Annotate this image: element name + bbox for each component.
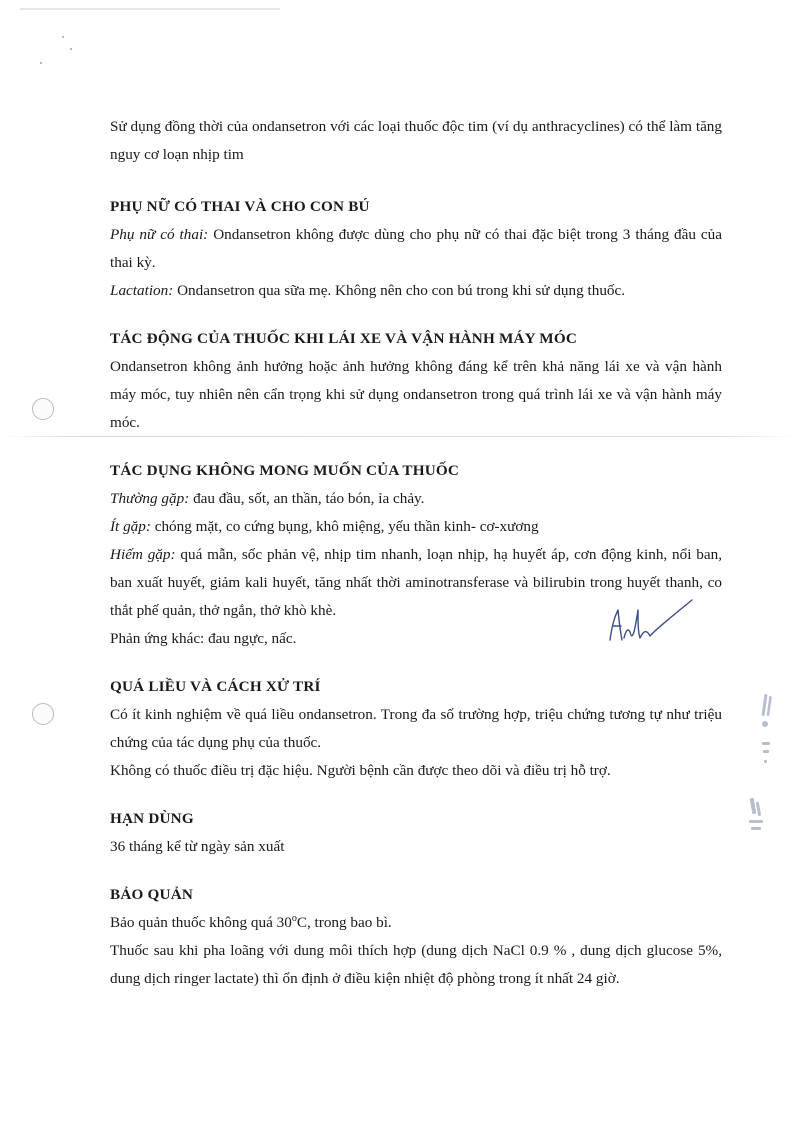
common-text: đau đầu, sốt, an thần, táo bón, ỉa chảy. (189, 490, 425, 507)
shelf-life-paragraph: 36 tháng kể từ ngày sản xuất (110, 838, 285, 855)
side-stamp-mark (737, 690, 777, 840)
pregnancy-section (110, 193, 722, 305)
scan-speck (70, 48, 72, 50)
uncommon-effects-paragraph (110, 513, 722, 541)
overdose-section (110, 673, 722, 785)
punch-hole (32, 398, 54, 420)
storage-paragraph-2: Thuốc sau khi pha loãng với dung môi thích hợp (dung dịch NaCl 0.9 % , dung dịch glucose 5%, dung dịch ringer lactate) thì ổn định ở điều kiện nhiệt độ phòng trong ít nhất 24 giờ. (110, 942, 722, 987)
lactation-label: Lactation: (110, 282, 174, 299)
storage-temp-pre: Bảo quản thuốc không quá 30 (110, 914, 292, 931)
pregnancy-text: Ondansetron không được dùng cho phụ nữ có thai đặc biệt trong 3 tháng đầu của thai kỳ. (110, 226, 722, 271)
storage-section (110, 881, 722, 993)
signature-icon (600, 596, 700, 646)
pregnancy-paragraph (110, 221, 722, 277)
driving-section (110, 325, 722, 437)
side-effects-heading: TÁC DỤNG KHÔNG MONG MUỐN CỦA THUỐC (110, 462, 460, 479)
storage-paragraph-1 (110, 909, 722, 937)
overdose-heading: QUÁ LIỀU VÀ CÁCH XỬ TRÍ (110, 678, 321, 695)
handwritten-signature (600, 596, 700, 651)
scan-top-mark (20, 8, 280, 10)
rare-text: quá mẫn, sốc phản vệ, nhịp tim nhanh, loạn nhịp, hạ huyết áp, cơn động kinh, nổi ban, ban xuất huyết, giảm kali huyết, tăng nhất thời aminotransferase và bilirubin trong huyết thanh, co thắt phế quản, thở ngắn, thở khò khè. (110, 546, 722, 619)
lactation-paragraph (110, 277, 722, 305)
other-effects-paragraph: Phản ứng khác: đau ngực, nấc. (110, 630, 297, 647)
punch-hole (32, 703, 54, 725)
overdose-paragraph-2: Không có thuốc điều trị đặc hiệu. Người bệnh cần được theo dõi và điều trị hỗ trợ. (110, 762, 611, 779)
overdose-paragraph-1: Có ít kinh nghiệm về quá liều ondansetron. Trong đa số trường hợp, triệu chứng tương tự như triệu chứng của tác dụng phụ của thuốc. (110, 706, 722, 751)
rare-label: Hiếm gặp: (110, 546, 176, 563)
degree-superscript: o (291, 912, 297, 924)
storage-heading: BẢO QUẢN (110, 886, 194, 903)
stamp-icon (737, 690, 777, 840)
shelf-life-section (110, 805, 722, 861)
document-body (110, 113, 722, 993)
common-label: Thường gặp: (110, 490, 190, 507)
uncommon-label: Ít gặp: (110, 518, 151, 535)
storage-temp-post: C, trong bao bì. (296, 914, 392, 931)
scan-speck (62, 36, 64, 38)
common-effects-paragraph (110, 485, 722, 513)
uncommon-text: chóng mặt, co cứng bụng, khô miệng, yếu thần kinh- cơ-xương (150, 518, 539, 535)
driving-heading: TÁC ĐỘNG CỦA THUỐC KHI LÁI XE VÀ VẬN HÀNH MÁY MÓC (110, 330, 577, 347)
scan-speck (40, 62, 42, 64)
pregnancy-label: Phụ nữ có thai: (110, 226, 209, 243)
shelf-life-heading: HẠN DÙNG (110, 810, 194, 827)
driving-paragraph: Ondansetron không ảnh hưởng hoặc ảnh hưởng không đáng kể trên khả năng lái xe và vận hành máy móc, tuy nhiên nên cẩn trọng khi sử dụng ondansetron trong quá trình lái xe và vận hành máy móc. (110, 358, 722, 431)
pregnancy-heading: PHỤ NỮ CÓ THAI VÀ CHO CON BÚ (110, 198, 370, 215)
intro-paragraph: Sử dụng đồng thời của ondansetron với các loại thuốc độc tim (ví dụ anthracyclines) có thể làm tăng nguy cơ loạn nhịp tim (110, 118, 722, 163)
lactation-text: Ondansetron qua sữa mẹ. Không nên cho con bú trong khi sử dụng thuốc. (173, 282, 626, 299)
